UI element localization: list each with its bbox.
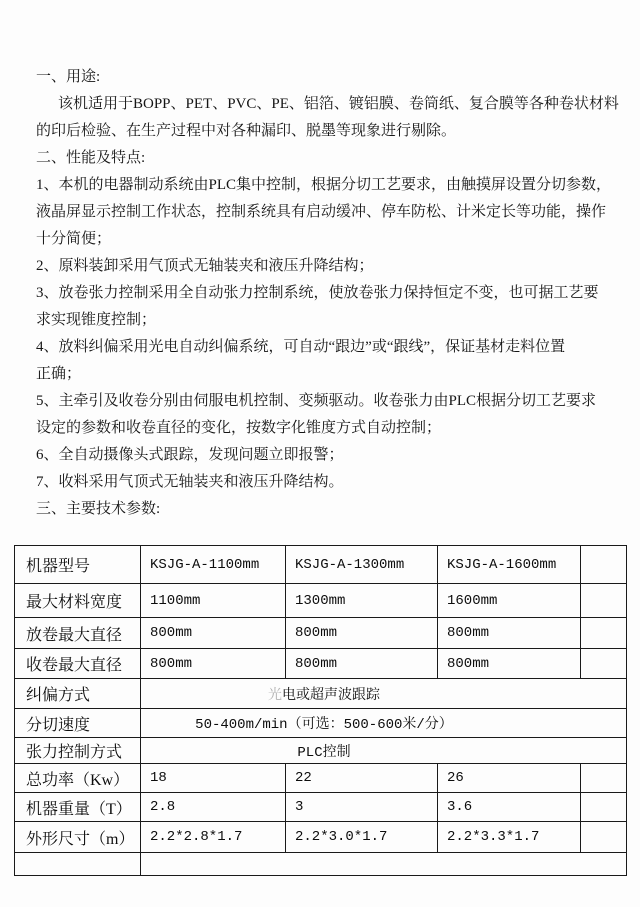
table-cell: 800mm bbox=[286, 649, 438, 679]
table-cell-merged bbox=[141, 679, 627, 709]
row-label: 分切速度 bbox=[15, 709, 141, 738]
row-label: 机器重量（T） bbox=[15, 793, 141, 822]
body-text-line: 该机适用于BOPP、PET、PVC、PE、铝箔、镀铝膜、卷筒纸、复合膜等各种卷状材料 bbox=[58, 96, 619, 112]
faded-character: 光 bbox=[268, 687, 282, 704]
row-label: 外形尺寸（m） bbox=[15, 822, 141, 853]
row-label: 最大材料宽度 bbox=[15, 584, 141, 618]
table-cell: 2.2*2.8*1.7 bbox=[141, 822, 286, 853]
table-row-correction-method bbox=[15, 679, 627, 709]
body-text-line: 设定的参数和收卷直径的变化，按数字化锥度方式自动控制； bbox=[36, 420, 442, 436]
table-cell: 800mm bbox=[438, 618, 581, 649]
section-heading: 一、用途: bbox=[36, 69, 101, 85]
body-text-line: 2、原料装卸采用气顶式无轴装夹和液压升降结构； bbox=[36, 258, 374, 274]
table-cell: 1100mm bbox=[141, 584, 286, 618]
table-cell-text: 电或超声波跟踪 bbox=[282, 687, 380, 704]
document-body bbox=[36, 64, 619, 523]
table-row-dimensions bbox=[15, 822, 627, 853]
table-cell-empty bbox=[581, 649, 627, 679]
table-cell: 2.2*3.0*1.7 bbox=[286, 822, 438, 853]
table-cell: KSJG-A-1600mm bbox=[438, 546, 581, 584]
table-row-unwind-diameter bbox=[15, 618, 627, 649]
table-cell-empty bbox=[581, 793, 627, 822]
table-cell-merged: 50-400m/min（可选：500-600米/分） bbox=[141, 709, 627, 738]
table-row-rewind-diameter bbox=[15, 649, 627, 679]
body-text-line: 6、全自动摄像头式跟踪，发现问题立即报警； bbox=[36, 447, 344, 463]
row-label bbox=[15, 853, 141, 876]
table-cell: 22 bbox=[286, 764, 438, 793]
body-text-line: 液晶屏显示控制工作状态，控制系统具有启动缓冲、停车防松、计米定长等功能，操作 bbox=[36, 204, 607, 220]
row-label: 张力控制方式 bbox=[15, 738, 141, 764]
table-cell: 18 bbox=[141, 764, 286, 793]
table-cell-merged bbox=[141, 853, 627, 876]
table-cell-empty bbox=[581, 822, 627, 853]
table-cell: 2.8 bbox=[141, 793, 286, 822]
body-text-line: 正确； bbox=[36, 366, 82, 382]
table-cell: 800mm bbox=[141, 618, 286, 649]
row-label: 纠偏方式 bbox=[15, 679, 141, 709]
table-cell-empty bbox=[581, 618, 627, 649]
table-cell: 800mm bbox=[438, 649, 581, 679]
table-cell: 800mm bbox=[141, 649, 286, 679]
table-cell-empty bbox=[581, 546, 627, 584]
section-heading: 三、主要技术参数: bbox=[36, 501, 161, 517]
table-cell-empty bbox=[581, 764, 627, 793]
table-cell: 2.2*3.3*1.7 bbox=[438, 822, 581, 853]
table-cell-empty bbox=[581, 584, 627, 618]
body-text-line: 7、收料采用气顶式无轴装夹和液压升降结构。 bbox=[36, 474, 344, 490]
table-cell: 800mm bbox=[286, 618, 438, 649]
table-cell: 3 bbox=[286, 793, 438, 822]
table-row-max-width bbox=[15, 584, 627, 618]
table-row-machine-weight bbox=[15, 793, 627, 822]
body-text-line: 1、本机的电器制动系统由PLC集中控制，根据分切工艺要求，由触摸屏设置分切参数， bbox=[36, 177, 612, 193]
table-cell: KSJG-A-1300mm bbox=[286, 546, 438, 584]
table-row-empty bbox=[15, 853, 627, 876]
table-cell: 1600mm bbox=[438, 584, 581, 618]
body-text-line: 4、放料纠偏采用光电自动纠偏系统，可自动“跟边”或“跟线”，保证基材走料位置 bbox=[36, 339, 566, 355]
table-cell: 3.6 bbox=[438, 793, 581, 822]
row-label: 放卷最大直径 bbox=[15, 618, 141, 649]
table-cell: 26 bbox=[438, 764, 581, 793]
table-row-total-power bbox=[15, 764, 627, 793]
body-text-line: 十分简便； bbox=[36, 231, 112, 247]
table-row-model bbox=[15, 546, 627, 584]
body-text-line: 的印后检验、在生产过程中对各种漏印、脱墨等现象进行剔除。 bbox=[36, 123, 457, 139]
row-label: 机器型号 bbox=[15, 546, 141, 584]
body-text-line: 求实现锥度控制； bbox=[36, 312, 157, 328]
table-row-tension-control bbox=[15, 738, 627, 764]
table-cell: KSJG-A-1100mm bbox=[141, 546, 286, 584]
table-row-slitting-speed bbox=[15, 709, 627, 738]
section-heading: 二、性能及特点: bbox=[36, 150, 146, 166]
body-text-line: 5、主牵引及收卷分别由伺服电机控制、变频驱动。收卷张力由PLC根据分切工艺要求 bbox=[36, 393, 597, 409]
table-cell-merged: PLC控制 bbox=[141, 738, 627, 764]
spec-table bbox=[14, 545, 627, 876]
row-label: 总功率（Kw） bbox=[15, 764, 141, 793]
row-label: 收卷最大直径 bbox=[15, 649, 141, 679]
body-text-line: 3、放卷张力控制采用全自动张力控制系统，使放卷张力保持恒定不变，也可据工艺要 bbox=[36, 285, 599, 301]
table-cell: 1300mm bbox=[286, 584, 438, 618]
